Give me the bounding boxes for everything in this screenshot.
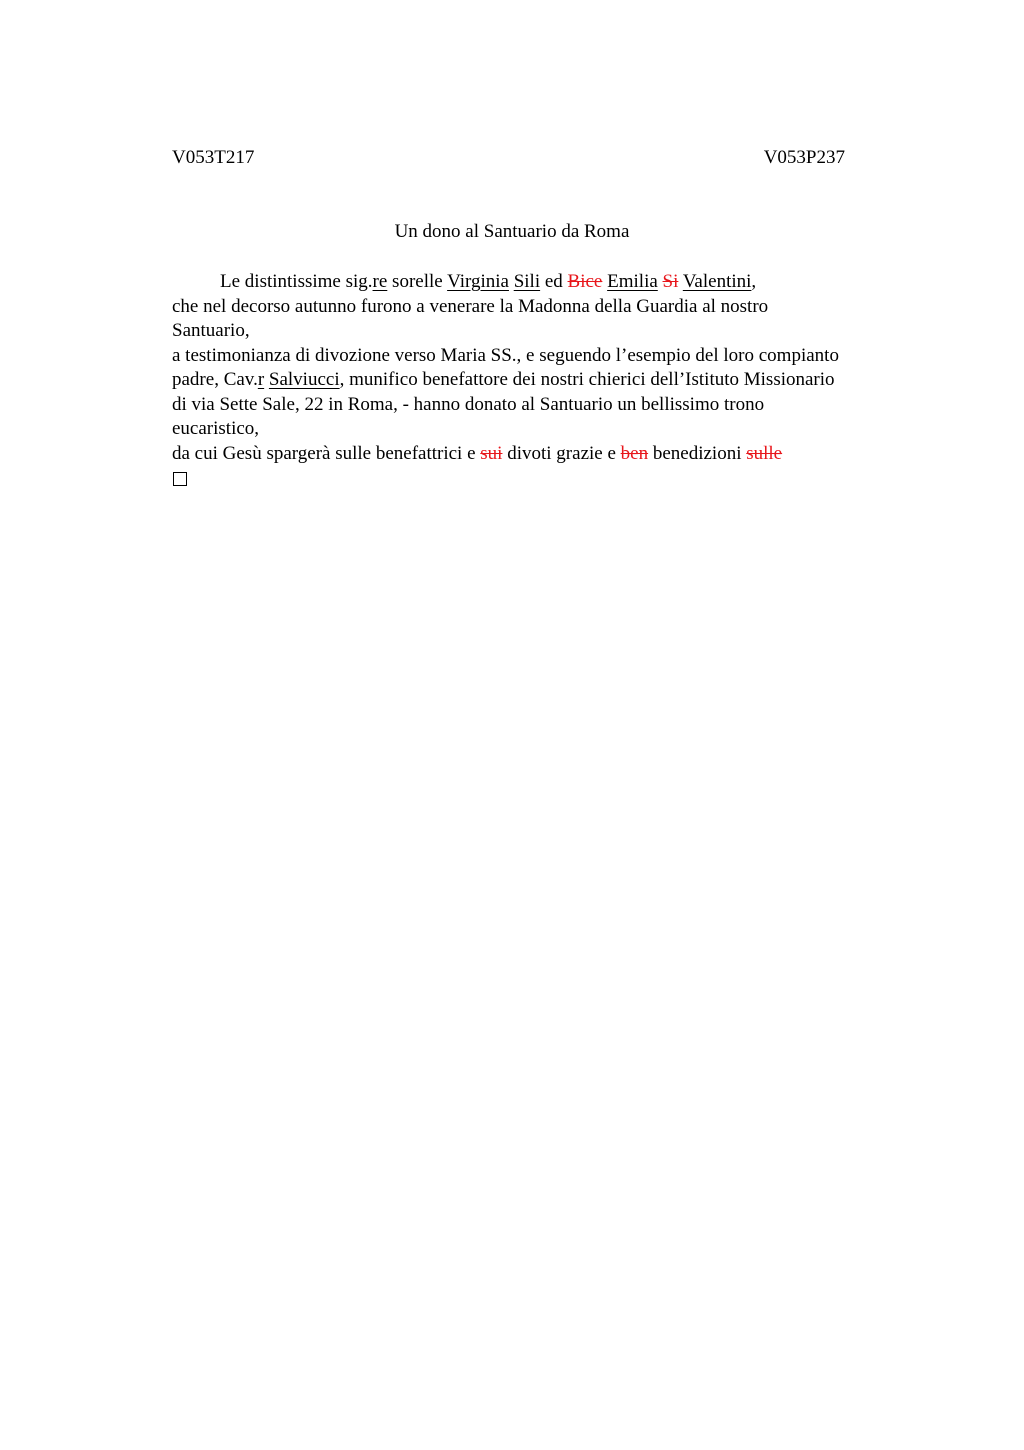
- text-run: divoti grazie e: [502, 442, 621, 464]
- text-run: ed: [540, 271, 568, 292]
- body-line-1: [172, 270, 902, 295]
- underlined-name-salviucci: Salviucci: [268, 369, 340, 390]
- body-line-2: che nel decorso autunno furono a venerare la Madonna della Guardia al nostro: [172, 295, 769, 317]
- text-run: padre, Cav.: [172, 369, 258, 390]
- empty-square-icon: [173, 472, 187, 486]
- underlined-text: re: [372, 271, 388, 292]
- body-line-8: [172, 442, 902, 467]
- underlined-name-emilia: Emilia: [607, 271, 658, 292]
- deleted-text-sui: sui: [480, 442, 503, 464]
- article-title: Un dono al Santuario da Roma: [394, 221, 630, 242]
- body-line-3: Santuario,: [172, 320, 250, 341]
- text-run: sorelle: [387, 271, 448, 292]
- end-marker-line: [172, 466, 902, 494]
- text-run: , munifico benefattore dei nostri chierici dell’Istituto Missionario: [339, 369, 835, 390]
- text-run: benedizioni: [648, 442, 747, 464]
- deleted-text-ben: ben: [620, 442, 649, 464]
- text-run: Le distintissime sig.: [220, 271, 373, 292]
- underlined-name-virginia: Virginia: [447, 271, 509, 292]
- body-line-6: di via Sette Sale, 22 in Roma, - hanno donato al Santuario un bellissimo trono: [172, 393, 765, 415]
- underlined-text: r: [257, 369, 265, 390]
- body-line-5: [172, 368, 902, 393]
- deleted-text-bice: Bice: [567, 271, 603, 292]
- underlined-name-sili: Sili: [513, 271, 541, 292]
- text-run: da cui Gesù spargerà sulle benefattrici e: [172, 442, 481, 464]
- underlined-name-valentini: Valentini: [682, 271, 752, 292]
- article-body: [172, 270, 902, 494]
- deleted-text-sulle: sulle: [746, 442, 783, 464]
- page-code-right: V053P237: [763, 147, 845, 168]
- document-code-left: V053T217: [172, 147, 255, 168]
- deleted-text-si: Si: [662, 271, 679, 292]
- body-line-4: a testimonianza di divozione verso Maria SS., e seguendo l’esempio del loro compianto: [172, 344, 839, 366]
- text-run: ,: [751, 271, 757, 292]
- body-line-7: eucaristico,: [172, 418, 260, 439]
